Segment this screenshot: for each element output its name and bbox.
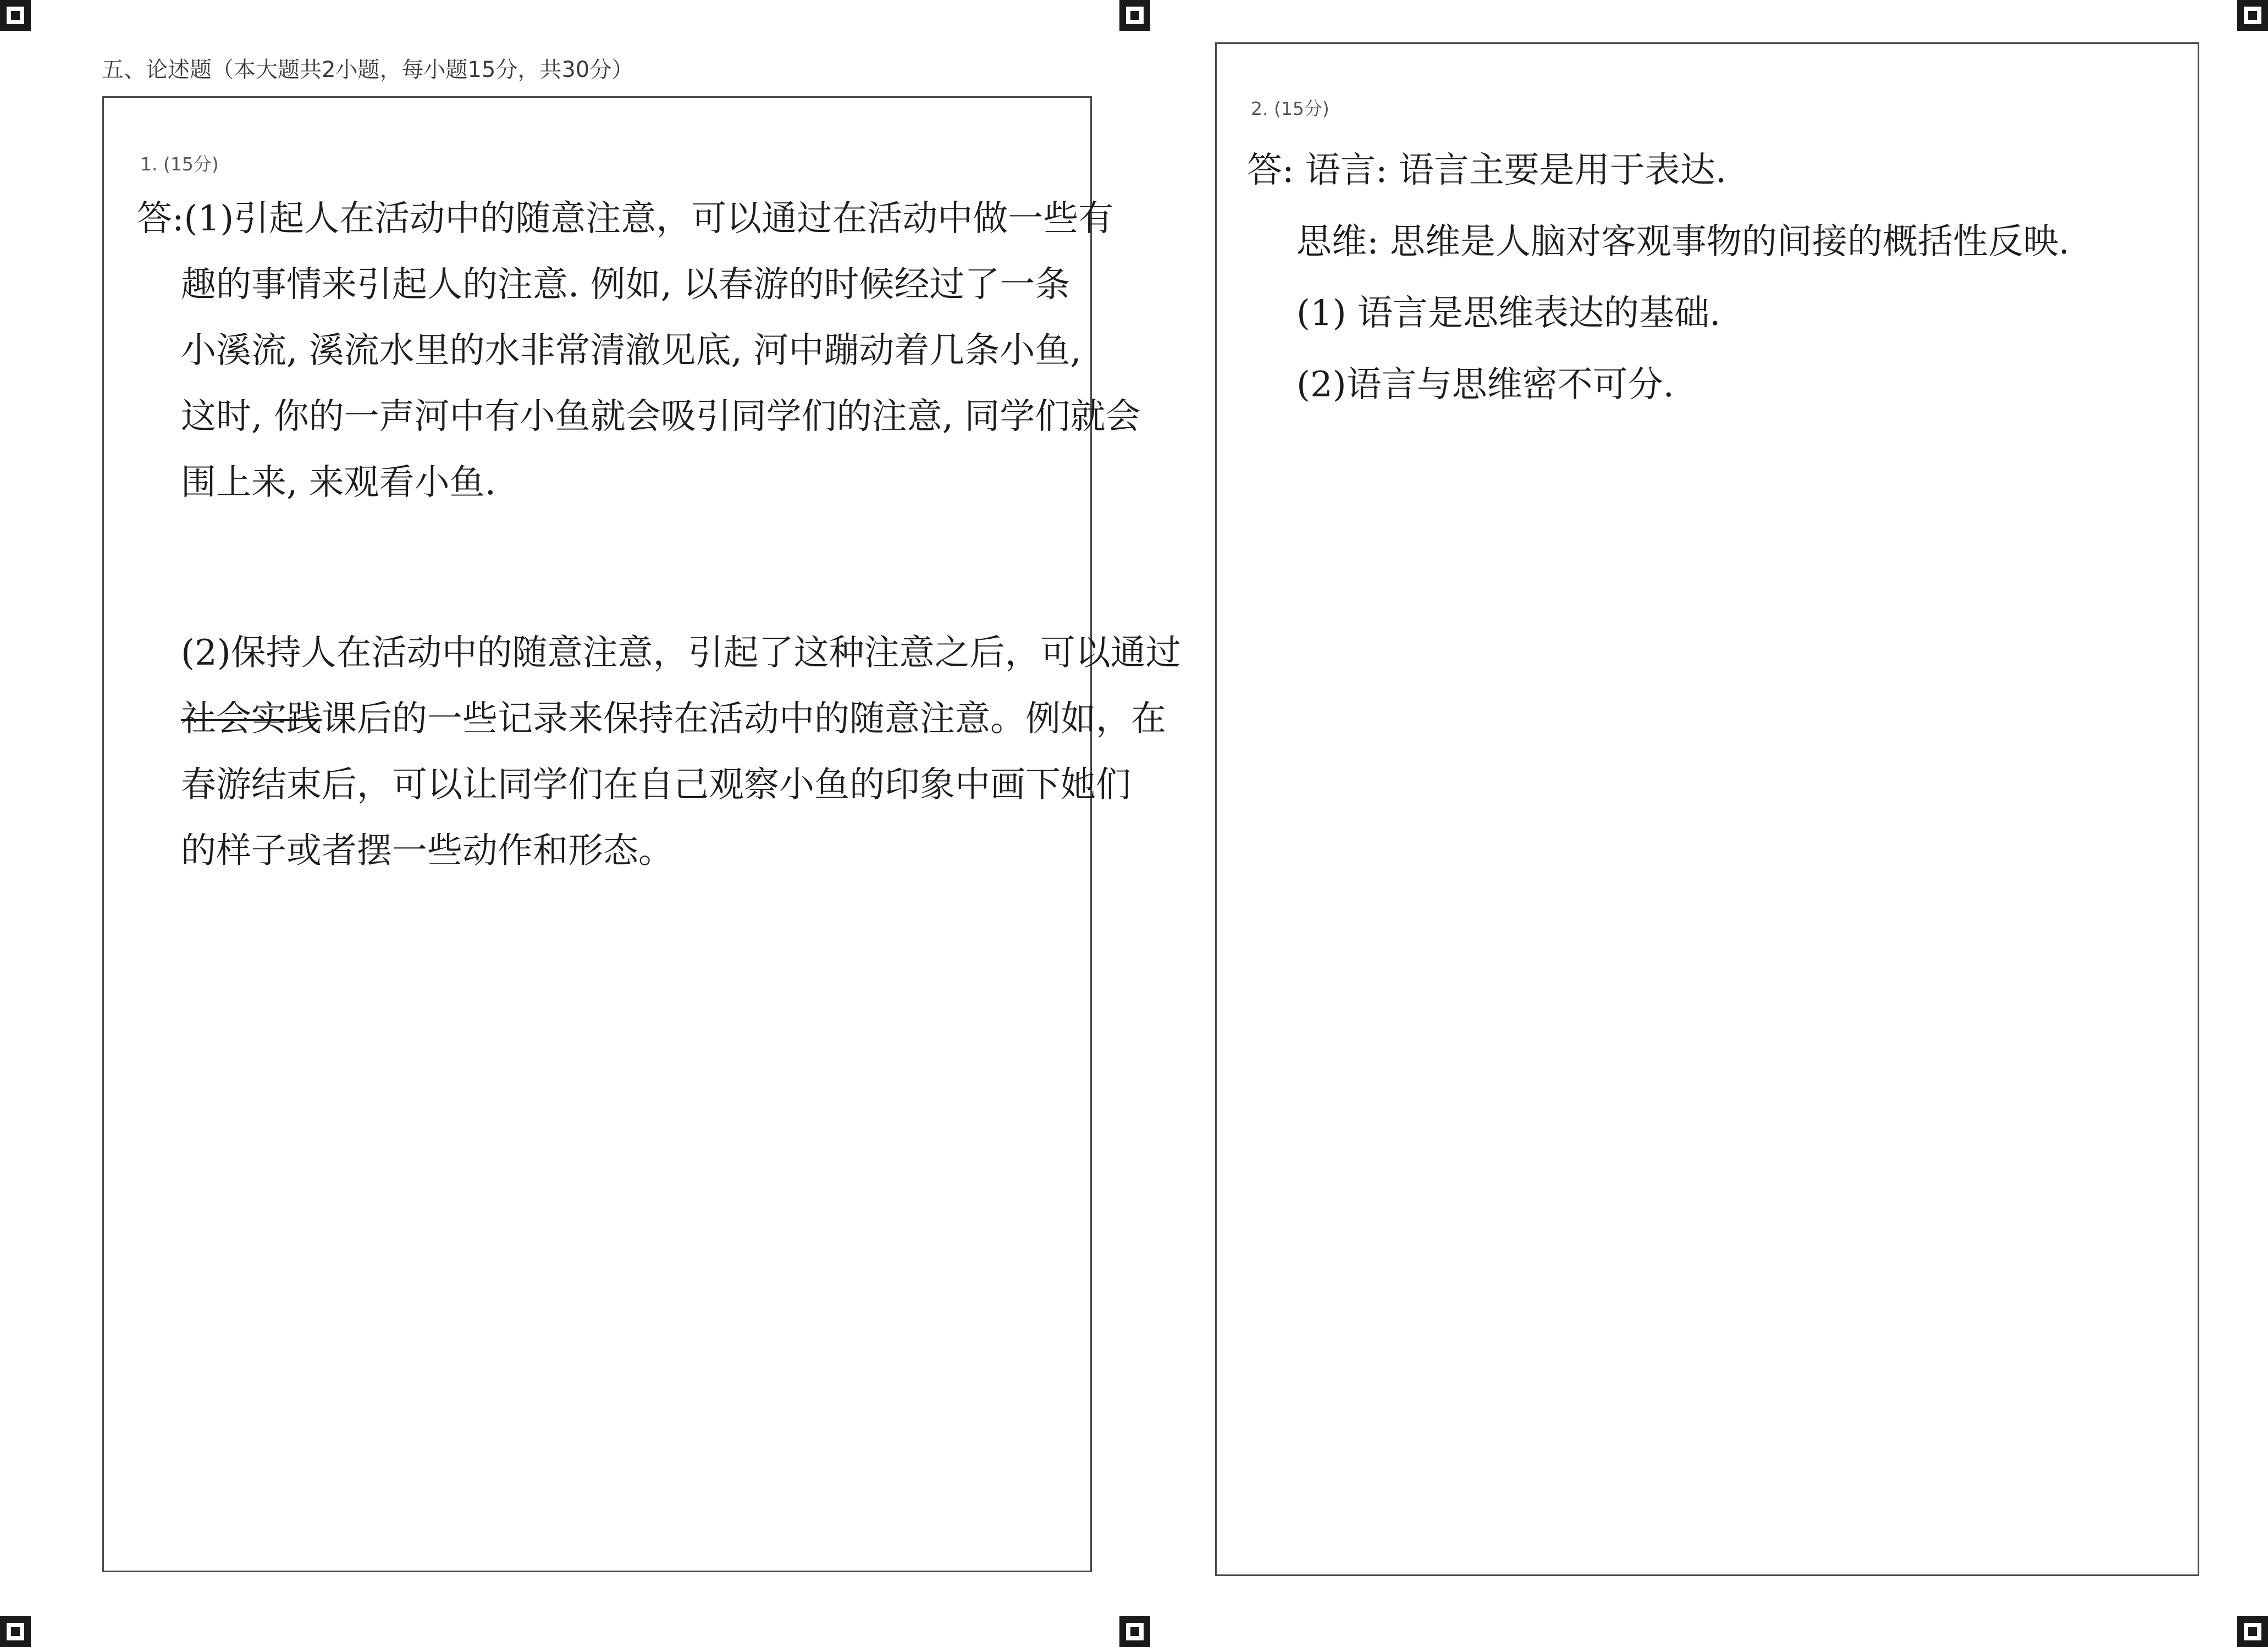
answer-line: 答:(1)引起人在活动中的随意注意，可以通过在活动中做一些有: [137, 198, 1114, 239]
corner-marker-bottom-right: [2237, 1616, 2268, 1647]
answer-box-question-1: [102, 96, 1181, 1572]
struck-out-text: 社会实践: [181, 699, 322, 739]
question-1-answer-part-2: [181, 620, 1181, 884]
answer-line: 小溪流, 溪流水里的水非常清澈见底, 河中蹦动着几条小鱼,: [181, 330, 1081, 371]
answer-line: 的样子或者摆一些动作和形态。: [181, 831, 674, 871]
answer-line: 这时, 你的一声河中有小鱼就会吸引同学们的注意, 同学们就会: [181, 396, 1141, 437]
answer-line: (2)语言与思维密不可分.: [1296, 364, 1674, 405]
question-2-label: 2. (15分): [1251, 98, 1329, 119]
corner-marker-bottom-left: [0, 1616, 31, 1647]
answer-line: 围上来, 来观看小鱼.: [181, 462, 496, 503]
answer-line: (1) 语言是思维表达的基础.: [1296, 293, 1721, 334]
corner-marker-top-center: [1119, 0, 1150, 31]
answer-line: 趣的事情来引起人的注意. 例如, 以春游的时候经过了一条: [181, 264, 1070, 305]
question-1-answer-part-1: [137, 186, 1141, 516]
question-2-answer: [1247, 135, 2182, 421]
corner-marker-top-right: [2237, 0, 2268, 31]
corner-marker-bottom-center: [1119, 1616, 1150, 1647]
answer-line: 春游结束后，可以让同学们在自己观察小鱼的印象中画下她们: [181, 765, 1131, 805]
corner-marker-top-left: [0, 0, 31, 31]
section-heading: 五、论述题（本大题共2小题，每小题15分，共30分）: [102, 57, 634, 82]
answer-line: (2)保持人在活动中的随意注意，引起了这种注意之后，可以通过: [181, 633, 1181, 673]
answer-line-continuation: 课后的一些记录来保持在活动中的随意注意。例如，在: [322, 699, 1166, 739]
answer-line: [181, 686, 1166, 752]
question-1-label: 1. (15分): [140, 153, 219, 175]
answer-line: 答: 语言: 语言主要是用于表达.: [1247, 150, 1727, 191]
answer-line: 思维: 思维是人脑对客观事物的间接的概括性反映.: [1296, 222, 2070, 262]
answer-box-question-2: [1215, 42, 2199, 1576]
